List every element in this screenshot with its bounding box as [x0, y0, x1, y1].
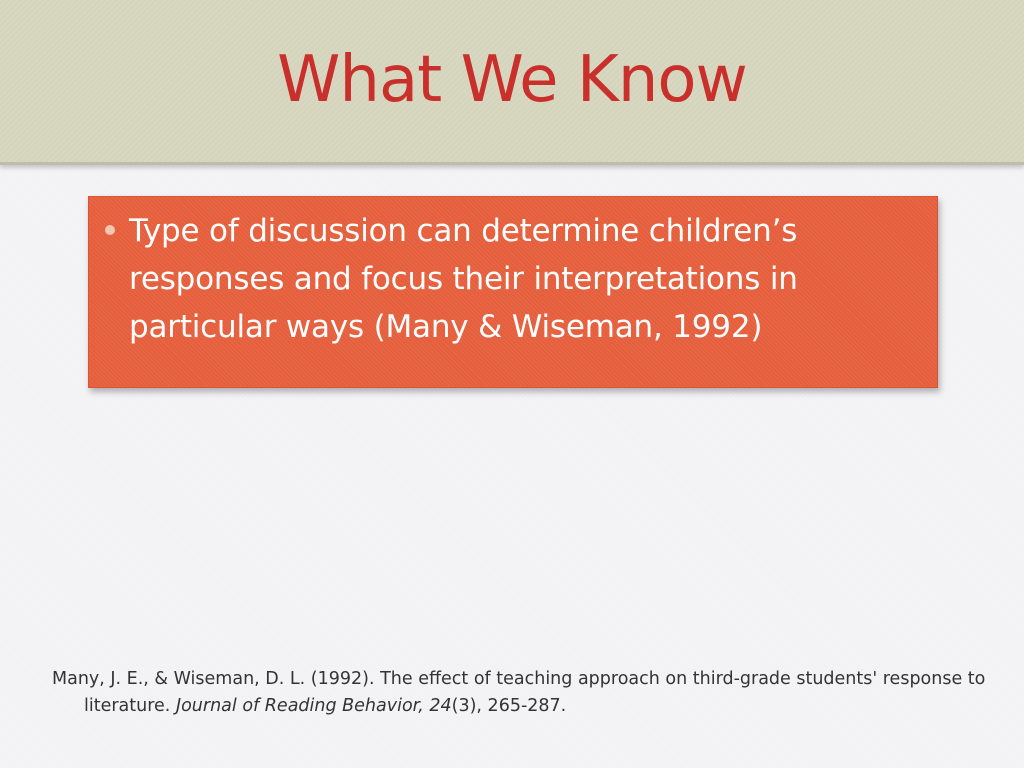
- bullet-text: Type of discussion can determine children’s responses and focus their interpretations in particular ways (Many & Wiseman, 1992): [129, 213, 798, 345]
- bullet-callout-box: [88, 196, 938, 388]
- bullet-dot-icon: [105, 225, 115, 235]
- reference-volume-pages: (3), 265-287.: [451, 696, 567, 716]
- reference-authors-title: Many, J. E., & Wiseman, D. L. (1992). The effect of teaching approach on third-grade students' response to literature.: [52, 669, 986, 716]
- slide-title: What We Know: [277, 43, 747, 117]
- reference-journal: Journal of Reading Behavior, 24: [175, 696, 452, 716]
- bullet-item: [105, 207, 915, 351]
- reference-citation: [52, 666, 1014, 720]
